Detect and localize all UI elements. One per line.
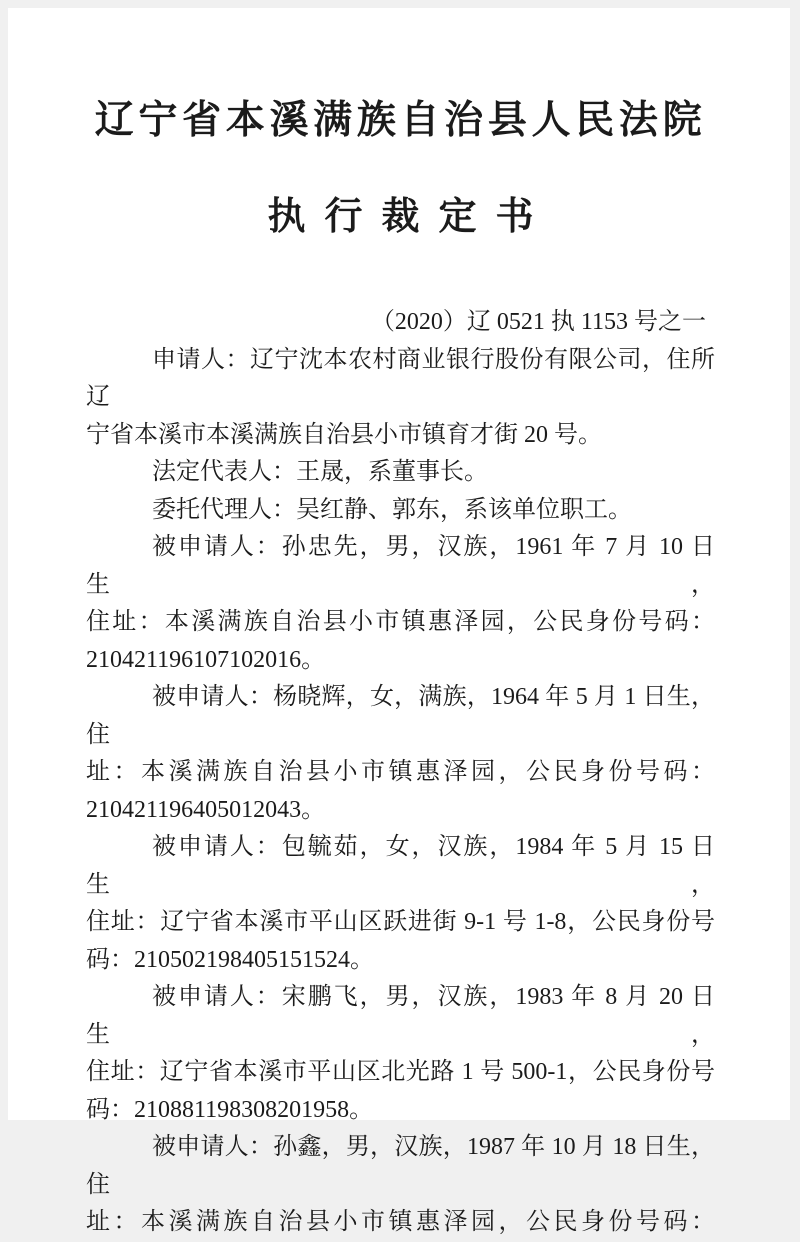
paragraph-line: 被申请人：包毓茹，女，汉族，1984 年 5 月 15 日生， (86, 834, 715, 898)
paragraph (86, 454, 715, 492)
paragraph-line: 住址：辽宁省本溪市平山区跃进街 9-1 号 1-8，公民身份号 (86, 909, 715, 935)
paragraph (86, 979, 715, 1129)
paragraph-line: 申请人：辽宁沈本农村商业银行股份有限公司，住所辽 (86, 346, 715, 410)
paragraph-line: 码：210502198405151524。 (86, 946, 374, 973)
document-body (86, 342, 715, 1242)
paragraph (86, 829, 715, 979)
case-number: （2020）辽 0521 执 1153 号之一 (370, 309, 706, 335)
paragraph (86, 529, 715, 679)
document-page (8, 8, 790, 1235)
paragraph-line: 被申请人：宋鹏飞，男，汉族，1983 年 8 月 20 日生， (86, 984, 715, 1048)
paragraph-line: 被申请人：杨晓辉，女，满族，1964 年 5 月 1 日生，住 (86, 684, 715, 748)
paragraph-line: 宁省本溪市本溪满族自治县小市镇育才街 20 号。 (86, 421, 602, 448)
paragraph-line: 210421196107102016。 (86, 646, 326, 673)
paragraph-line: 址：本溪满族自治县小市镇惠泽园，公民身份号码： (86, 759, 715, 785)
paragraph-line: 住址：辽宁省本溪市平山区北光路 1 号 500-1，公民身份号 (86, 1059, 715, 1085)
paragraph-line: 委托代理人：吴红静、郭东，系该单位职工。 (152, 496, 632, 523)
paragraph (86, 679, 715, 829)
paragraph-line: 住址：本溪满族自治县小市镇惠泽园，公民身份号码： (86, 609, 715, 635)
paragraph-line: 法定代表人：王晟，系董事长。 (152, 459, 488, 485)
document-type-heading: 执行裁定书 (267, 196, 553, 238)
paragraph-line: 码：210881198308201958。 (86, 1096, 374, 1123)
paragraph (86, 342, 715, 455)
paragraph (86, 1129, 715, 1242)
paragraph-line: 址：本溪满族自治县小市镇惠泽园，公民身份号码： (86, 1209, 715, 1235)
paragraph (86, 492, 715, 530)
paragraph-line: 被申请人：孙忠先，男，汉族，1961 年 7 月 10 日生， (86, 534, 715, 598)
paragraph-line: 210421196405012043。 (86, 796, 326, 823)
court-name-heading: 辽宁省本溪满族自治县人民法院 (94, 99, 707, 142)
paragraph-line: 被申请人：孙鑫，男，汉族，1987 年 10 月 18 日生，住 (86, 1134, 715, 1198)
